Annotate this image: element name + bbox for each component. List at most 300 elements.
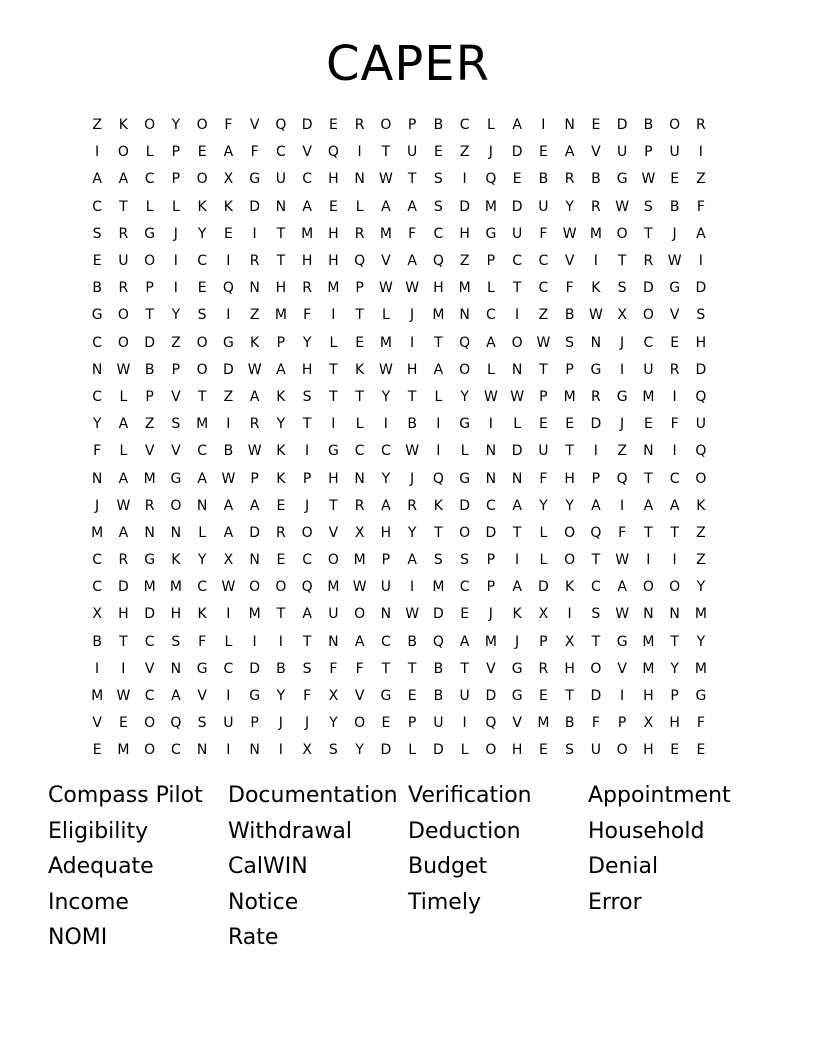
grid-letter[interactable]: J [410, 307, 415, 324]
grid-letter[interactable]: F [696, 198, 705, 215]
grid-letter[interactable]: T [407, 660, 417, 677]
grid-letter[interactable]: K [512, 606, 522, 623]
grid-letter[interactable]: E [696, 742, 706, 759]
grid-letter[interactable]: L [434, 388, 443, 405]
grid-letter[interactable]: O [301, 524, 313, 541]
grid-letter[interactable]: V [328, 524, 339, 541]
grid-letter[interactable]: H [564, 660, 575, 677]
grid-letter[interactable]: T [670, 524, 679, 541]
grid-letter[interactable]: N [511, 361, 523, 378]
grid-letter[interactable]: L [119, 388, 128, 405]
grid-letter[interactable]: C [380, 443, 391, 460]
grid-letter[interactable]: A [564, 144, 575, 161]
grid-letter[interactable]: K [433, 497, 443, 514]
grid-letter[interactable]: T [145, 307, 154, 324]
grid-letter[interactable]: Z [223, 388, 234, 405]
grid-letter[interactable]: I [410, 579, 415, 596]
grid-letter[interactable]: Q [432, 470, 444, 487]
grid-letter[interactable]: H [643, 688, 654, 705]
grid-letter[interactable]: B [407, 416, 417, 433]
grid-letter[interactable]: D [511, 443, 523, 460]
grid-letter[interactable]: W [641, 171, 656, 188]
grid-letter[interactable]: C [144, 171, 155, 188]
grid-letter[interactable]: E [538, 144, 548, 161]
grid-letter[interactable]: M [458, 280, 471, 297]
grid-letter[interactable]: R [564, 171, 575, 188]
grid-letter[interactable]: B [433, 660, 444, 677]
grid-letter[interactable]: T [119, 633, 128, 650]
grid-letter[interactable]: Z [617, 443, 627, 460]
grid-letter[interactable]: L [513, 416, 522, 433]
grid-letter[interactable]: Q [170, 715, 182, 732]
grid-letter[interactable]: M [642, 633, 655, 650]
grid-letter[interactable]: Z [696, 552, 706, 569]
grid-letter[interactable]: I [672, 388, 677, 405]
grid-letter[interactable]: R [407, 497, 417, 514]
grid-letter[interactable]: S [433, 198, 443, 215]
grid-letter[interactable]: D [537, 579, 549, 596]
grid-letter[interactable]: S [171, 416, 181, 433]
grid-letter[interactable]: F [93, 443, 102, 460]
grid-letter[interactable]: Y [171, 307, 181, 324]
grid-letter[interactable]: Z [459, 253, 470, 270]
grid-letter[interactable]: K [696, 497, 706, 514]
grid-letter[interactable]: N [249, 742, 260, 759]
grid-letter[interactable]: L [224, 633, 233, 650]
grid-letter[interactable]: U [275, 171, 286, 188]
grid-letter[interactable]: E [670, 742, 680, 759]
grid-letter[interactable]: I [515, 552, 520, 569]
grid-letter[interactable]: W [378, 171, 393, 188]
grid-letter[interactable]: D [590, 416, 602, 433]
grid-letter[interactable]: A [407, 198, 417, 215]
grid-letter[interactable]: C [538, 253, 549, 270]
grid-letter[interactable]: O [144, 742, 156, 759]
grid-letter[interactable]: N [354, 171, 365, 188]
grid-letter[interactable]: F [539, 470, 548, 487]
grid-letter[interactable]: B [433, 117, 444, 134]
grid-letter[interactable]: R [118, 552, 129, 569]
grid-letter[interactable]: A [118, 470, 129, 487]
grid-letter[interactable]: O [117, 144, 129, 161]
grid-letter[interactable]: O [354, 715, 366, 732]
grid-letter[interactable]: Z [696, 171, 706, 188]
grid-letter[interactable]: B [433, 688, 444, 705]
grid-letter[interactable]: U [617, 144, 628, 161]
grid-letter[interactable]: K [223, 198, 233, 215]
grid-letter[interactable]: S [433, 171, 443, 188]
grid-letter[interactable]: T [407, 388, 417, 405]
grid-letter[interactable]: F [303, 307, 312, 324]
grid-letter[interactable]: S [460, 552, 470, 569]
grid-letter[interactable]: P [355, 280, 364, 297]
grid-letter[interactable]: Y [381, 388, 391, 405]
grid-letter[interactable]: J [488, 144, 493, 161]
grid-letter[interactable]: T [512, 524, 522, 541]
grid-letter[interactable]: W [562, 225, 577, 242]
grid-letter[interactable]: I [226, 688, 231, 705]
grid-letter[interactable]: P [171, 361, 181, 378]
grid-letter[interactable]: I [620, 688, 625, 705]
grid-letter[interactable]: B [407, 633, 417, 650]
grid-letter[interactable]: L [408, 742, 417, 759]
grid-letter[interactable]: A [249, 497, 260, 514]
grid-letter[interactable]: D [695, 280, 707, 297]
grid-letter[interactable]: Q [327, 144, 339, 161]
grid-letter[interactable]: U [459, 688, 470, 705]
grid-letter[interactable]: F [408, 225, 417, 242]
grid-letter[interactable]: Y [171, 117, 181, 134]
grid-letter[interactable]: W [116, 497, 131, 514]
grid-letter[interactable]: K [197, 198, 207, 215]
grid-letter[interactable]: N [328, 633, 339, 650]
grid-letter[interactable]: B [538, 171, 549, 188]
grid-letter[interactable]: I [226, 742, 231, 759]
grid-letter[interactable]: C [380, 633, 391, 650]
grid-letter[interactable]: I [331, 307, 336, 324]
grid-letter[interactable]: K [118, 117, 128, 134]
grid-letter[interactable]: Q [695, 443, 707, 460]
grid-letter[interactable]: E [197, 144, 207, 161]
grid-letter[interactable]: I [672, 552, 677, 569]
grid-letter[interactable]: P [539, 633, 548, 650]
grid-letter[interactable]: T [276, 253, 286, 270]
grid-letter[interactable]: Q [354, 253, 366, 270]
grid-letter[interactable]: N [91, 361, 103, 378]
grid-letter[interactable]: V [197, 688, 207, 705]
grid-letter[interactable]: U [590, 742, 601, 759]
grid-letter[interactable]: I [121, 660, 126, 677]
grid-letter[interactable]: T [644, 225, 653, 242]
grid-letter[interactable]: F [198, 633, 207, 650]
grid-letter[interactable]: I [357, 144, 362, 161]
grid-letter[interactable]: I [252, 633, 257, 650]
grid-letter[interactable]: O [144, 715, 156, 732]
grid-letter[interactable]: Y [460, 388, 469, 405]
grid-letter[interactable]: D [301, 117, 313, 134]
grid-letter[interactable]: C [170, 742, 181, 759]
grid-letter[interactable]: I [173, 280, 178, 297]
grid-letter[interactable]: V [591, 144, 601, 161]
grid-letter[interactable]: O [564, 552, 576, 569]
grid-letter[interactable]: N [590, 334, 602, 351]
grid-letter[interactable]: W [405, 606, 420, 623]
grid-letter[interactable]: J [410, 470, 415, 487]
grid-letter[interactable]: N [354, 470, 365, 487]
grid-letter[interactable]: Q [432, 253, 444, 270]
grid-letter[interactable]: M [196, 416, 209, 433]
grid-letter[interactable]: T [329, 388, 338, 405]
grid-letter[interactable]: V [171, 443, 181, 460]
grid-letter[interactable]: O [459, 524, 471, 541]
grid-letter[interactable]: C [433, 225, 444, 242]
grid-letter[interactable]: H [669, 715, 680, 732]
grid-letter[interactable]: U [512, 225, 523, 242]
grid-letter[interactable]: W [221, 579, 236, 596]
grid-letter[interactable]: P [171, 144, 181, 161]
grid-letter[interactable]: J [488, 606, 493, 623]
grid-letter[interactable]: I [698, 144, 703, 161]
grid-letter[interactable]: W [378, 361, 393, 378]
grid-letter[interactable]: N [275, 198, 287, 215]
grid-letter[interactable]: Y [302, 334, 312, 351]
grid-letter[interactable]: T [617, 253, 627, 270]
grid-letter[interactable]: C [197, 253, 208, 270]
grid-letter[interactable]: O [590, 660, 602, 677]
grid-letter[interactable]: J [620, 416, 625, 433]
grid-letter[interactable]: A [459, 633, 470, 650]
grid-letter[interactable]: S [643, 198, 653, 215]
grid-letter[interactable]: H [170, 606, 182, 623]
grid-letter[interactable]: X [223, 552, 234, 569]
grid-letter[interactable]: F [250, 144, 259, 161]
grid-letter[interactable]: T [276, 606, 286, 623]
grid-letter[interactable]: T [302, 416, 312, 433]
grid-letter[interactable]: A [486, 334, 496, 351]
grid-letter[interactable]: S [302, 388, 312, 405]
grid-letter[interactable]: M [563, 388, 576, 405]
grid-letter[interactable]: V [381, 253, 391, 270]
grid-letter[interactable]: L [198, 524, 207, 541]
grid-letter[interactable]: T [512, 280, 522, 297]
grid-letter[interactable]: D [144, 606, 156, 623]
grid-letter[interactable]: M [694, 606, 707, 623]
grid-letter[interactable]: O [669, 579, 681, 596]
grid-letter[interactable]: B [223, 443, 234, 460]
grid-letter[interactable]: I [278, 742, 283, 759]
grid-letter[interactable]: M [274, 307, 287, 324]
grid-letter[interactable]: F [618, 524, 627, 541]
grid-letter[interactable]: R [118, 280, 129, 297]
grid-letter[interactable]: M [379, 334, 392, 351]
grid-letter[interactable]: L [355, 416, 364, 433]
grid-letter[interactable]: A [407, 552, 417, 569]
grid-letter[interactable]: K [591, 280, 601, 297]
grid-letter[interactable]: W [352, 579, 367, 596]
grid-letter[interactable]: N [564, 117, 575, 134]
grid-letter[interactable]: P [591, 470, 601, 487]
grid-letter[interactable]: M [432, 307, 445, 324]
grid-letter[interactable]: I [646, 552, 651, 569]
grid-letter[interactable]: I [672, 443, 677, 460]
grid-letter[interactable]: U [223, 715, 234, 732]
grid-letter[interactable]: C [302, 552, 313, 569]
grid-letter[interactable]: N [643, 606, 654, 623]
grid-letter[interactable]: P [486, 579, 496, 596]
grid-letter[interactable]: E [565, 416, 575, 433]
grid-letter[interactable]: C [92, 198, 103, 215]
grid-letter[interactable]: A [381, 198, 391, 215]
grid-letter[interactable]: T [329, 497, 338, 514]
grid-letter[interactable]: Y [197, 552, 207, 569]
grid-letter[interactable]: J [173, 225, 178, 242]
grid-letter[interactable]: H [433, 280, 444, 297]
grid-letter[interactable]: M [484, 198, 497, 215]
grid-letter[interactable]: Q [590, 524, 602, 541]
grid-letter[interactable]: U [538, 443, 549, 460]
grid-letter[interactable]: E [197, 280, 207, 297]
grid-letter[interactable]: N [91, 470, 103, 487]
grid-letter[interactable]: G [144, 552, 156, 569]
grid-letter[interactable]: M [484, 633, 497, 650]
grid-letter[interactable]: W [588, 307, 603, 324]
grid-letter[interactable]: M [143, 470, 156, 487]
grid-letter[interactable]: C [485, 497, 496, 514]
grid-letter[interactable]: C [485, 307, 496, 324]
grid-letter[interactable]: U [669, 144, 680, 161]
grid-letter[interactable]: O [616, 225, 628, 242]
grid-letter[interactable]: C [92, 552, 103, 569]
grid-letter[interactable]: G [380, 688, 392, 705]
grid-letter[interactable]: O [196, 361, 208, 378]
grid-letter[interactable]: W [615, 552, 630, 569]
grid-letter[interactable]: E [433, 144, 443, 161]
grid-letter[interactable]: T [355, 388, 364, 405]
grid-letter[interactable]: M [353, 552, 366, 569]
grid-letter[interactable]: R [302, 280, 312, 297]
grid-letter[interactable]: K [276, 388, 286, 405]
grid-letter[interactable]: R [354, 117, 365, 134]
grid-letter[interactable]: K [565, 579, 575, 596]
grid-letter[interactable]: Z [249, 307, 260, 324]
grid-letter[interactable]: E [538, 416, 548, 433]
grid-letter[interactable]: A [643, 497, 654, 514]
grid-letter[interactable]: B [564, 307, 575, 324]
grid-letter[interactable]: T [329, 361, 338, 378]
grid-letter[interactable]: D [249, 524, 261, 541]
grid-letter[interactable]: M [169, 579, 182, 596]
grid-letter[interactable]: A [276, 361, 286, 378]
grid-letter[interactable]: T [302, 633, 312, 650]
grid-letter[interactable]: R [249, 253, 260, 270]
grid-letter[interactable]: A [249, 388, 260, 405]
grid-letter[interactable]: O [642, 579, 654, 596]
grid-letter[interactable]: H [564, 470, 575, 487]
grid-letter[interactable]: V [354, 688, 365, 705]
grid-letter[interactable]: Q [459, 334, 471, 351]
grid-letter[interactable]: B [92, 280, 102, 297]
grid-letter[interactable]: F [565, 280, 574, 297]
grid-letter[interactable]: G [249, 171, 261, 188]
grid-letter[interactable]: G [616, 633, 628, 650]
grid-letter[interactable]: C [302, 171, 313, 188]
grid-letter[interactable]: Q [485, 715, 497, 732]
grid-letter[interactable]: E [118, 715, 128, 732]
grid-letter[interactable]: J [305, 497, 310, 514]
grid-letter[interactable]: S [197, 715, 207, 732]
grid-letter[interactable]: P [250, 470, 259, 487]
grid-letter[interactable]: J [620, 334, 625, 351]
grid-letter[interactable]: T [355, 307, 364, 324]
grid-letter[interactable]: D [459, 497, 471, 514]
grid-letter[interactable]: C [538, 280, 549, 297]
grid-letter[interactable]: B [643, 117, 654, 134]
grid-letter[interactable]: Q [485, 171, 497, 188]
grid-letter[interactable]: H [328, 171, 339, 188]
grid-letter[interactable]: W [405, 280, 420, 297]
grid-letter[interactable]: A [512, 579, 522, 596]
grid-letter[interactable]: P [250, 715, 259, 732]
grid-letter[interactable]: A [223, 144, 234, 161]
grid-letter[interactable]: W [615, 198, 630, 215]
grid-letter[interactable]: Y [539, 497, 548, 514]
grid-letter[interactable]: G [485, 225, 497, 242]
grid-letter[interactable]: O [196, 171, 208, 188]
grid-letter[interactable]: E [92, 742, 102, 759]
grid-letter[interactable]: U [118, 253, 129, 270]
grid-letter[interactable]: S [565, 334, 575, 351]
grid-letter[interactable]: I [567, 606, 572, 623]
grid-letter[interactable]: D [222, 361, 234, 378]
grid-letter[interactable]: C [197, 443, 208, 460]
grid-letter[interactable]: W [510, 388, 525, 405]
grid-letter[interactable]: G [459, 416, 471, 433]
grid-letter[interactable]: W [483, 388, 498, 405]
grid-letter[interactable]: E [460, 606, 470, 623]
grid-letter[interactable]: N [380, 606, 392, 623]
grid-letter[interactable]: D [616, 117, 628, 134]
grid-letter[interactable]: Y [565, 198, 574, 215]
grid-letter[interactable]: C [459, 579, 470, 596]
grid-letter[interactable]: J [305, 715, 310, 732]
grid-letter[interactable]: M [642, 660, 655, 677]
grid-letter[interactable]: D [511, 144, 523, 161]
grid-letter[interactable]: Y [197, 225, 207, 242]
grid-letter[interactable]: E [643, 416, 653, 433]
grid-letter[interactable]: R [144, 497, 155, 514]
grid-letter[interactable]: E [223, 225, 233, 242]
grid-letter[interactable]: I [436, 443, 441, 460]
grid-letter[interactable]: H [380, 524, 392, 541]
grid-letter[interactable]: M [91, 688, 104, 705]
grid-letter[interactable]: O [117, 334, 129, 351]
grid-letter[interactable]: G [511, 660, 523, 677]
grid-letter[interactable]: E [670, 334, 680, 351]
grid-letter[interactable]: L [486, 117, 495, 134]
grid-letter[interactable]: K [355, 361, 365, 378]
grid-letter[interactable]: A [617, 579, 627, 596]
grid-letter[interactable]: R [354, 497, 365, 514]
grid-letter[interactable]: M [327, 579, 340, 596]
grid-letter[interactable]: I [620, 497, 625, 514]
grid-letter[interactable]: P [171, 171, 181, 188]
grid-letter[interactable]: H [301, 361, 313, 378]
grid-letter[interactable]: L [486, 361, 495, 378]
grid-letter[interactable]: O [144, 253, 156, 270]
grid-letter[interactable]: C [590, 579, 601, 596]
grid-letter[interactable]: P [486, 253, 496, 270]
grid-letter[interactable]: H [328, 225, 339, 242]
grid-letter[interactable]: H [118, 606, 129, 623]
grid-letter[interactable]: W [247, 361, 262, 378]
grid-letter[interactable]: I [541, 117, 546, 134]
grid-letter[interactable]: O [669, 117, 681, 134]
grid-letter[interactable]: P [670, 688, 679, 705]
grid-letter[interactable]: M [642, 388, 655, 405]
grid-letter[interactable]: C [92, 388, 103, 405]
grid-letter[interactable]: H [459, 225, 470, 242]
grid-letter[interactable]: V [249, 117, 260, 134]
grid-letter[interactable]: N [170, 660, 182, 677]
grid-letter[interactable]: C [144, 633, 155, 650]
grid-letter[interactable]: F [696, 715, 705, 732]
grid-letter[interactable]: O [170, 497, 182, 514]
grid-letter[interactable]: Y [407, 524, 417, 541]
grid-letter[interactable]: E [328, 198, 338, 215]
grid-letter[interactable]: K [276, 443, 286, 460]
grid-letter[interactable]: S [302, 660, 312, 677]
grid-letter[interactable]: D [511, 198, 523, 215]
